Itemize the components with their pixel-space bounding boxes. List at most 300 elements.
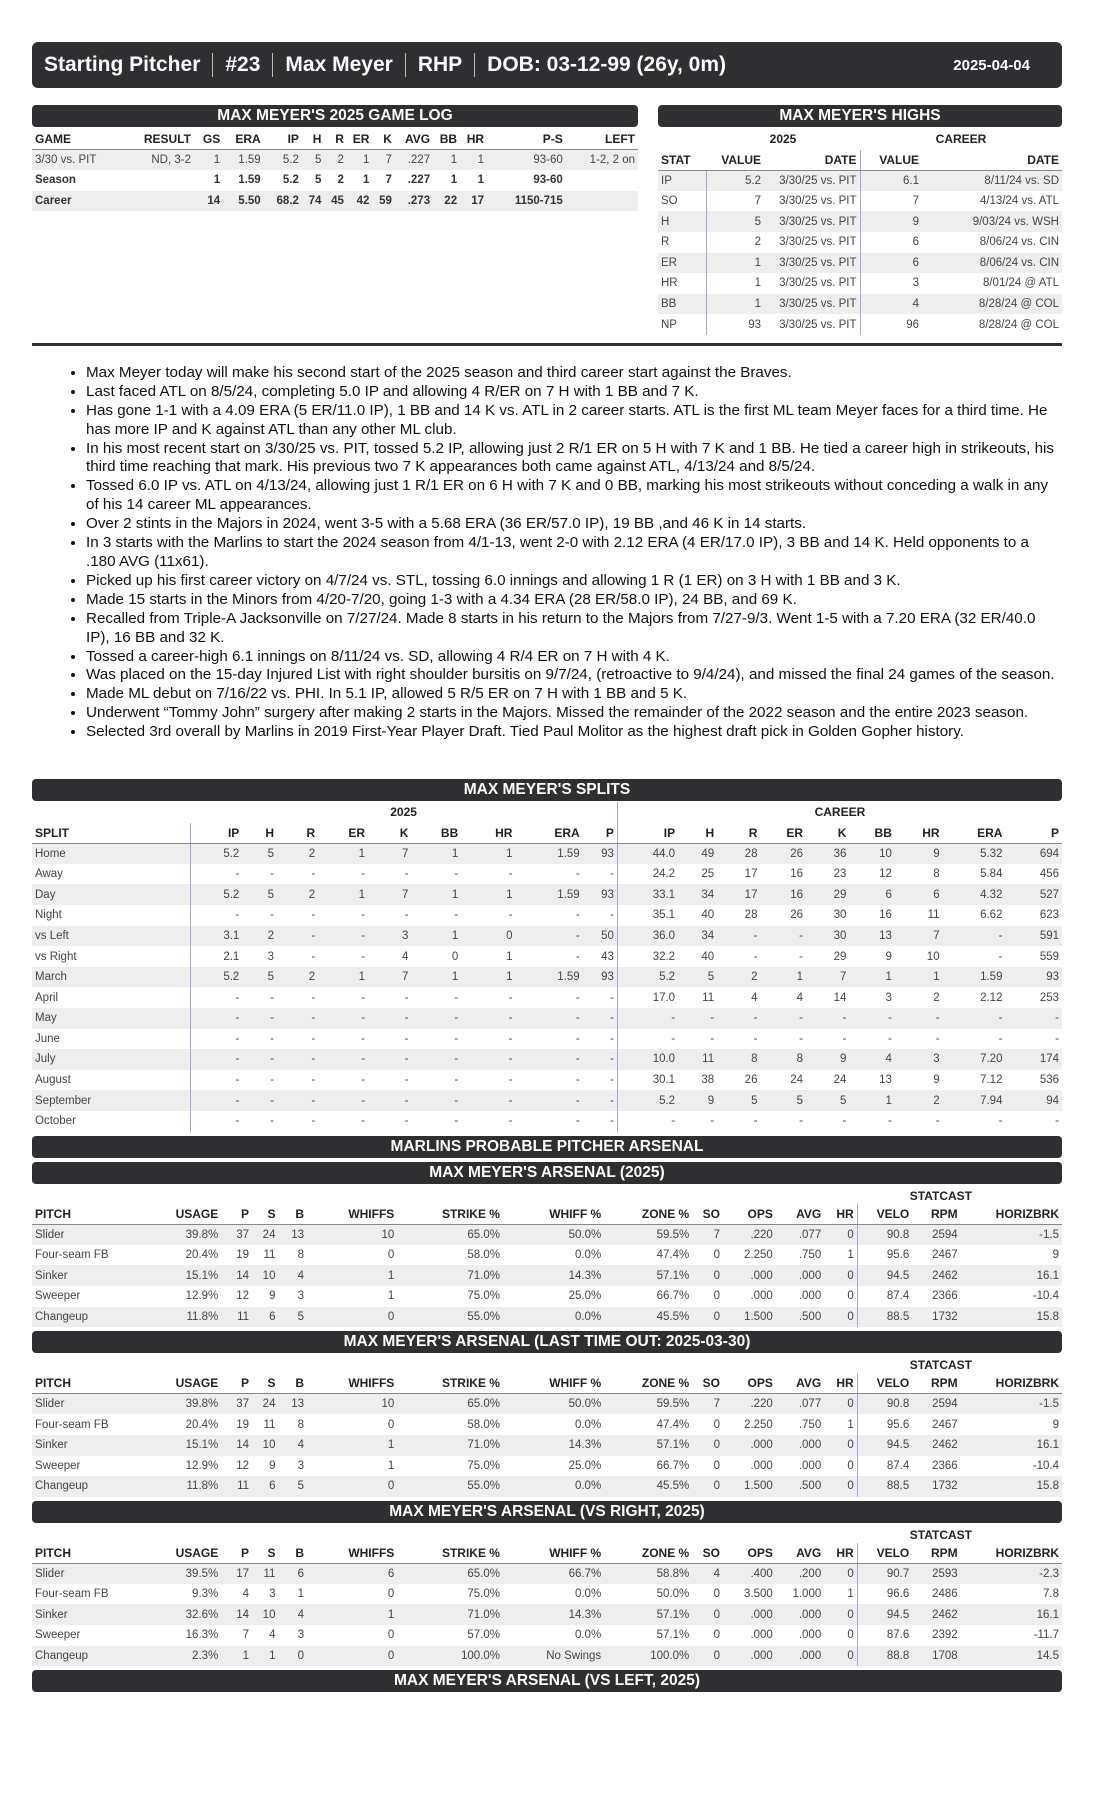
splits-cell: April <box>32 987 190 1008</box>
arsenal-cell: 15.1% <box>164 1265 221 1286</box>
splits-cell: - <box>678 1008 717 1029</box>
header-divider <box>474 53 475 77</box>
arsenal-col-header: VELO <box>857 1543 912 1564</box>
splits-col-header: HR <box>461 823 515 844</box>
highs-cell: 8/11/24 vs. SD <box>922 170 1062 191</box>
splits-cell: 1 <box>461 967 515 988</box>
highs-col-header: DATE <box>764 150 860 171</box>
splits-cell: 1 <box>461 884 515 905</box>
top-section <box>32 105 1062 335</box>
splits-cell: 40 <box>701 909 715 922</box>
note-item: • In his most recent start on 3/30/25 vs. PIT, tossed 5.2 IP, allowing just 2 R/1 ER on 5 H with 7 K and 1 BB. He tied a career high in strikeouts, his third time reaching that mark. His previous two 7 K appearances both came against ATL, 4/13/24 and 8/5/24. <box>86 440 1062 478</box>
arsenal-cell: 50.0% <box>503 1394 604 1415</box>
arsenal-cell: Four-seam FB <box>35 1588 109 1601</box>
arsenal-cell: 0 <box>824 1563 857 1584</box>
game-log-col-header: HR <box>460 129 487 150</box>
splits-cell: 5 <box>242 843 277 864</box>
splits-cell: 2 <box>933 991 940 1004</box>
arsenal-cell: 55.0% <box>397 1476 503 1497</box>
splits-cell: - <box>710 1032 715 1045</box>
splits-cell: 591 <box>1005 926 1062 947</box>
arsenal-cell: -1.5 <box>961 1394 1062 1415</box>
splits-cell: - <box>361 909 366 922</box>
splits-cell: 28 <box>744 909 758 922</box>
splits-cell: 4 <box>796 991 803 1004</box>
splits-cell: - <box>799 1115 803 1128</box>
arsenal-cell: 2593 <box>912 1563 960 1584</box>
header-date: 2025-04-04 <box>953 56 1030 74</box>
arsenal-cell: 37 <box>221 1394 252 1415</box>
splits-cell: 7 <box>806 967 849 988</box>
arsenal-cell: 0 <box>713 1290 721 1303</box>
highs-cell: 1 <box>754 277 761 290</box>
arsenal-cell: 2467 <box>932 1418 958 1431</box>
splits-cell: 10 <box>926 950 940 963</box>
splits-cell: - <box>311 868 316 881</box>
arsenal-cell: 2486 <box>932 1588 958 1601</box>
game-log-cell: 1 <box>362 174 370 187</box>
arsenal-cell: 14 <box>221 1435 252 1456</box>
splits-cell: 5.84 <box>980 868 1003 881</box>
splits-cell: - <box>1055 1032 1059 1045</box>
arsenal-cell: 75.0% <box>467 1459 500 1472</box>
game-log-cell: 14 <box>194 191 223 212</box>
arsenal-cell: 87.4 <box>886 1290 910 1303</box>
splits-cell: - <box>318 1008 368 1029</box>
splits-cell: - <box>235 868 240 881</box>
game-log-cell: 1 <box>433 150 460 171</box>
splits-cell: 2 <box>895 1090 943 1111</box>
splits-cell: - <box>717 926 760 947</box>
arsenal-cell: 0 <box>824 1435 857 1456</box>
game-log-cell <box>566 170 638 191</box>
splits-cell: 7 <box>368 884 411 905</box>
arsenal-cell: 0 <box>692 1435 723 1456</box>
splits-cell: 5 <box>678 967 717 988</box>
arsenal-cell: 16.1 <box>961 1604 1062 1625</box>
splits-cell: - <box>190 1090 242 1111</box>
splits-cell: - <box>583 1029 618 1050</box>
arsenal-col-header: HR <box>824 1543 857 1564</box>
note-item: • Made ML debut on 7/16/22 vs. PHI. In 5.1 IP, allowed 5 R/5 ER on 7 H with 1 BB and 5 K. <box>86 685 1062 704</box>
splits-cell: - <box>311 1074 316 1087</box>
arsenal-cell: 0 <box>713 1249 721 1262</box>
splits-col-header: ERA <box>515 823 582 844</box>
highs-cell: 5.2 <box>706 170 764 191</box>
arsenal-header-row <box>32 1373 1062 1394</box>
game-log-cell: 7 <box>385 174 392 187</box>
arsenal-cell: 0 <box>824 1286 857 1307</box>
arsenal-cell: 10 <box>252 1265 278 1286</box>
splits-cell: 30 <box>833 909 847 922</box>
arsenal-cell: 25.0% <box>568 1290 602 1303</box>
arsenal-cell: 9 <box>1052 1418 1059 1431</box>
splits-cell: - <box>242 1049 277 1070</box>
arsenal-cell: 3 <box>269 1588 276 1601</box>
arsenal-row <box>32 1646 1062 1667</box>
splits-cell: June <box>32 1029 190 1050</box>
arsenal-cell: 65.0% <box>397 1224 503 1245</box>
game-log-table <box>32 129 638 211</box>
game-log-cell <box>129 191 194 212</box>
arsenal-cell: 0 <box>387 1588 395 1601</box>
arsenal-cell: Slider <box>32 1224 164 1245</box>
arsenal-col-header: ZONE % <box>604 1543 692 1564</box>
arsenal-cell: 11.8% <box>164 1307 221 1328</box>
arsenal-cell: 57.1% <box>604 1265 692 1286</box>
arsenal-cell: 1.500 <box>723 1476 776 1497</box>
header-role: Starting Pitcher <box>44 53 201 76</box>
statcast-label: STATCAST <box>909 1188 972 1203</box>
arsenal-cell: 2.3% <box>164 1646 221 1667</box>
splits-cell: - <box>575 909 580 922</box>
arsenal-cell: 0 <box>824 1646 857 1667</box>
arsenal-cell: 2366 <box>932 1459 958 1472</box>
game-log-cell: 17 <box>460 191 487 212</box>
splits-cell: 26 <box>744 1074 758 1087</box>
arsenal-cell: 16.1 <box>961 1265 1062 1286</box>
highs-group-blank <box>658 129 706 150</box>
splits-cell: - <box>717 1008 760 1029</box>
game-log-col-header: ER <box>347 129 373 150</box>
splits-cell: 2 <box>717 967 760 988</box>
splits-table <box>32 802 1062 1132</box>
note-item: • Was placed on the 15-day Injured List with right shoulder bursitis on 9/7/24, (retroactive to 9/4/24), and missed the final 24 games of the season. <box>86 666 1062 685</box>
splits-cell: - <box>411 1090 461 1111</box>
game-log-section <box>32 105 638 335</box>
splits-cell: 50 <box>583 926 618 947</box>
splits-cell: 253 <box>1039 991 1059 1004</box>
splits-col-header: R <box>277 823 318 844</box>
highs-cell: 3/30/25 vs. PIT <box>764 191 860 212</box>
splits-cell: 5 <box>242 967 277 988</box>
arsenal-cell: 0 <box>692 1265 723 1286</box>
arsenal-cell: Sweeper <box>35 1459 81 1472</box>
arsenal-cell: 12 <box>236 1290 250 1303</box>
highs-group-career: CAREER <box>935 132 987 147</box>
arsenal-cell: 0 <box>824 1394 857 1415</box>
splits-cell: 26 <box>790 909 803 922</box>
arsenal-cell: Slider <box>32 1563 164 1584</box>
arsenal-cell: Sinker <box>32 1435 164 1456</box>
splits-cell: 34 <box>678 884 717 905</box>
splits-cell: - <box>235 991 240 1004</box>
arsenal-cell: 39.8% <box>164 1224 221 1245</box>
game-log-cell: 1 <box>213 174 221 187</box>
game-log-cell: .227 <box>407 174 431 187</box>
arsenal-cell: 2594 <box>912 1224 960 1245</box>
splits-cell: - <box>508 991 513 1004</box>
splits-cell: 5.2 <box>190 843 242 864</box>
arsenal-cell: 7 <box>692 1224 723 1245</box>
arsenal-cell: -10.4 <box>1032 1290 1059 1303</box>
splits-cell: 2 <box>277 967 318 988</box>
highs-cell: 7 <box>754 195 761 208</box>
splits-cell: 694 <box>1005 843 1062 864</box>
splits-cell: 2.12 <box>980 991 1003 1004</box>
splits-cell: 25 <box>701 868 715 881</box>
highs-cell: 8/28/24 @ COL <box>922 294 1062 315</box>
arsenal-col-header: USAGE <box>164 1204 221 1225</box>
game-log-cell: 5 <box>315 174 322 187</box>
splits-cell: - <box>508 1115 513 1128</box>
game-log-col-header: H <box>302 129 324 150</box>
splits-cell: 8 <box>933 868 940 881</box>
arsenal-cell: 2366 <box>932 1290 958 1303</box>
splits-cell: 94 <box>1005 1090 1062 1111</box>
splits-cell: - <box>404 868 409 881</box>
splits-cell: 2 <box>277 843 318 864</box>
arsenal-cell: 45.5% <box>604 1307 692 1328</box>
splits-cell: - <box>806 1008 849 1029</box>
splits-cell: 16 <box>879 909 892 922</box>
arsenal-col-header: HR <box>824 1373 857 1394</box>
arsenal-cell: 66.7% <box>656 1290 690 1303</box>
splits-cell: Day <box>32 884 190 905</box>
splits-cell: - <box>235 1074 240 1087</box>
splits-cell: - <box>515 1008 582 1029</box>
highs-cell: 8/28/24 @ COL <box>978 318 1059 331</box>
splits-cell: vs Left <box>32 926 190 947</box>
arsenal-cell: Changeup <box>32 1476 164 1497</box>
splits-cell: May <box>32 1008 190 1029</box>
splits-cell: 1 <box>318 967 368 988</box>
highs-cell: 4 <box>860 294 922 315</box>
arsenal-cell: 14 <box>221 1265 252 1286</box>
splits-cell: 7 <box>368 843 411 864</box>
arsenal-cell: .500 <box>776 1476 824 1497</box>
splits-cell: 6.62 <box>980 909 1003 922</box>
splits-cell: - <box>277 1008 318 1029</box>
splits-cell: 49 <box>678 843 717 864</box>
splits-cell: - <box>242 1090 277 1111</box>
highs-cell: 4/13/24 vs. ATL <box>979 195 1059 208</box>
arsenal-cell: 58.0% <box>467 1418 500 1431</box>
game-log-col-header: P-S <box>487 129 566 150</box>
note-item: • Has gone 1-1 with a 4.09 ERA (5 ER/11.0 IP), 1 BB and 14 K vs. ATL in 2 career starts. ATL is the first ML team Meyer faces for a third time. He has more IP and K against ATL than any other ML club. <box>86 402 1062 440</box>
highs-cell: 1 <box>706 253 764 274</box>
highs-group-2025: 2025 <box>769 132 797 147</box>
arsenal-col-header: RPM <box>912 1373 960 1394</box>
arsenal-cell: 90.8 <box>857 1224 912 1245</box>
arsenal-table <box>32 1373 1062 1497</box>
splits-cell: - <box>935 1115 940 1128</box>
arsenal-cell: .500 <box>776 1307 824 1328</box>
arsenal-cell: 90.7 <box>857 1563 912 1584</box>
splits-cell: 5.2 <box>617 967 678 988</box>
arsenal-cell: 0 <box>692 1646 723 1667</box>
splits-cell: - <box>671 1115 676 1128</box>
splits-cell: - <box>760 1008 806 1029</box>
splits-cell: - <box>270 991 274 1004</box>
game-log-title: MAX MEYER'S 2025 GAME LOG <box>32 105 638 127</box>
arsenal-cell: 5 <box>278 1476 307 1497</box>
highs-cell: 3/30/25 vs. PIT <box>764 232 860 253</box>
highs-row <box>658 314 1062 335</box>
highs-row <box>658 191 1062 212</box>
game-log-cell: 1 <box>477 174 485 187</box>
game-log-cell: 1150-715 <box>487 191 566 212</box>
splits-cell: - <box>454 1115 459 1128</box>
splits-group-blank <box>32 802 190 823</box>
splits-title: MAX MEYER'S SPLITS <box>32 779 1062 801</box>
arsenal-cell: 0 <box>713 1459 721 1472</box>
splits-cell: - <box>454 868 459 881</box>
arsenal-cell: .000 <box>723 1265 776 1286</box>
game-log-cell: 1 <box>347 150 373 171</box>
splits-cell: 24 <box>790 1074 803 1087</box>
arsenal-row <box>32 1224 1062 1245</box>
splits-cell: Away <box>32 864 190 885</box>
note-item: • Selected 3rd overall by Marlins in 2019 First-Year Player Draft. Tied Paul Molitor as the highest draft pick in Golden Gopher history. <box>86 723 1062 742</box>
arsenal-cell: 12.9% <box>185 1459 219 1472</box>
arsenal-cell: 0 <box>307 1646 397 1667</box>
game-log-cell: 1 <box>460 150 487 171</box>
arsenal-col-header: P <box>221 1373 252 1394</box>
arsenal-col-header: ZONE % <box>604 1204 692 1225</box>
arsenal-col-header: USAGE <box>164 1373 221 1394</box>
splits-cell: 29 <box>833 950 847 963</box>
arsenal-cell: 1 <box>307 1265 397 1286</box>
splits-cell: 7 <box>368 967 411 988</box>
highs-cell: 3/30/25 vs. PIT <box>764 294 860 315</box>
arsenal-cell: 0 <box>307 1307 397 1328</box>
splits-cell: - <box>998 1115 1003 1128</box>
splits-cell: 38 <box>701 1074 715 1087</box>
game-log-cell: 5.2 <box>264 150 302 171</box>
splits-cell: 4 <box>849 1049 895 1070</box>
splits-cell: - <box>277 926 318 947</box>
splits-cell: 36.0 <box>617 926 678 947</box>
splits-cell: - <box>935 1032 940 1045</box>
header-divider <box>405 53 406 77</box>
splits-cell: - <box>404 909 409 922</box>
splits-cell: 5 <box>806 1090 849 1111</box>
arsenal-cell: 0 <box>692 1476 723 1497</box>
arsenal-title: MAX MEYER'S ARSENAL (VS RIGHT, 2025) <box>32 1501 1062 1523</box>
splits-cell: - <box>583 987 618 1008</box>
arsenal-cell: 9 <box>269 1459 276 1472</box>
arsenal-header-row <box>32 1543 1062 1564</box>
highs-cell: 3 <box>912 277 919 290</box>
arsenal-cell: 16.3% <box>185 1629 219 1642</box>
highs-cell: 6 <box>860 253 922 274</box>
splits-cell: - <box>318 1090 368 1111</box>
header-divider <box>212 53 213 77</box>
arsenal-cell: 10 <box>252 1604 278 1625</box>
arsenal-cell: 0 <box>824 1625 857 1646</box>
splits-cell: - <box>277 1049 318 1070</box>
splits-cell: 456 <box>1039 868 1059 881</box>
splits-col-header: ER <box>318 823 368 844</box>
splits-cell: 26 <box>760 843 806 864</box>
arsenal-cell: 3.500 <box>744 1588 773 1601</box>
splits-cell: 1.59 <box>515 843 582 864</box>
highs-cell: ER <box>658 253 706 274</box>
splits-cell: 35.1 <box>652 909 676 922</box>
splits-cell: 9 <box>678 1090 717 1111</box>
arsenal-vs-left-title: MAX MEYER'S ARSENAL (VS LEFT, 2025) <box>32 1670 1062 1692</box>
splits-cell: - <box>760 926 806 947</box>
splits-cell: 10.0 <box>617 1049 678 1070</box>
splits-cell: - <box>849 1008 895 1029</box>
game-log-col-header: R <box>324 129 346 150</box>
splits-cell: 11 <box>927 909 940 922</box>
arsenal-row <box>32 1456 1062 1477</box>
splits-cell: 36 <box>806 843 849 864</box>
splits-cell: 5.32 <box>943 843 1006 864</box>
arsenal-cell: 1 <box>824 1414 857 1435</box>
arsenal-cell: 66.7% <box>656 1459 690 1472</box>
game-log-cell: 3/30 vs. PIT <box>32 150 129 171</box>
splits-cell: - <box>404 1074 409 1087</box>
game-log-col-header: K <box>372 129 394 150</box>
arsenal-cell: 100.0% <box>604 1646 692 1667</box>
arsenal-col-header: PITCH <box>32 1204 164 1225</box>
arsenal-col-header: P <box>221 1543 252 1564</box>
probable-arsenal-title: MARLINS PROBABLE PITCHER ARSENAL <box>32 1136 1062 1158</box>
arsenal-cell: 3 <box>297 1629 305 1642</box>
splits-cell: 7.94 <box>943 1090 1006 1111</box>
arsenal-cell: 0.0% <box>574 1418 602 1431</box>
splits-col-header: HR <box>895 823 943 844</box>
arsenal-cell: 1 <box>307 1604 397 1625</box>
splits-cell: - <box>617 1008 678 1029</box>
arsenal-cell: 0 <box>824 1604 857 1625</box>
arsenal-cell: -11.7 <box>1033 1629 1059 1642</box>
splits-cell: 1 <box>461 843 515 864</box>
arsenal-cell: 0 <box>824 1265 857 1286</box>
splits-cell: 5 <box>242 884 277 905</box>
splits-cell: 32.2 <box>652 950 676 963</box>
splits-cell: 3 <box>368 926 411 947</box>
arsenal-cell: 0 <box>824 1224 857 1245</box>
highs-cell: 8/06/24 vs. CIN <box>979 236 1059 249</box>
arsenal-cell: 24 <box>252 1394 278 1415</box>
highs-cell: 7 <box>912 195 919 208</box>
splits-col-header: K <box>806 823 849 844</box>
splits-cell: - <box>235 1032 240 1045</box>
splits-cell: 559 <box>1039 950 1059 963</box>
game-log-cell: 2 <box>324 150 346 171</box>
splits-cell: - <box>508 868 513 881</box>
note-item: • Over 2 stints in the Majors in 2024, went 3-5 with a 5.68 ERA (36 ER/57.0 IP), 19 BB ,and 46 K in 14 starts. <box>86 515 1062 534</box>
arsenal-cell: 4 <box>278 1435 307 1456</box>
arsenal-row <box>32 1245 1062 1266</box>
splits-cell: - <box>454 909 459 922</box>
arsenal-cell: 37 <box>221 1224 252 1245</box>
splits-cell: 2 <box>277 884 318 905</box>
splits-cell: - <box>270 1074 274 1087</box>
arsenal-cell: 50.0% <box>503 1224 604 1245</box>
arsenal-cell: 95.6 <box>886 1249 910 1262</box>
splits-cell: - <box>361 1074 366 1087</box>
highs-cell: 96 <box>906 318 919 331</box>
game-log-cell: 93-60 <box>533 174 563 187</box>
arsenal-cell: 39.5% <box>164 1563 221 1584</box>
splits-cell: 6 <box>849 884 895 905</box>
note-item: • Max Meyer today will make his second start of the 2025 season and third career start against the Braves. <box>86 364 1062 383</box>
arsenal-cell: Changeup <box>32 1307 164 1328</box>
arsenal-cell: 2467 <box>932 1249 958 1262</box>
game-log-cell: 1.59 <box>238 174 261 187</box>
arsenal-col-header: STRIKE % <box>397 1373 503 1394</box>
arsenal-col-header: PITCH <box>32 1373 164 1394</box>
arsenal-col-header: RPM <box>912 1543 960 1564</box>
arsenal-row <box>32 1307 1062 1328</box>
note-item: • Tossed 6.0 IP vs. ATL on 4/13/24, allowing just 1 R/1 ER on 6 H with 7 K and 0 BB, marking his most strikeouts without conceding a walk in any of his 14 career ML appearances. <box>86 477 1062 515</box>
arsenal-cell: Four-seam FB <box>35 1249 109 1262</box>
